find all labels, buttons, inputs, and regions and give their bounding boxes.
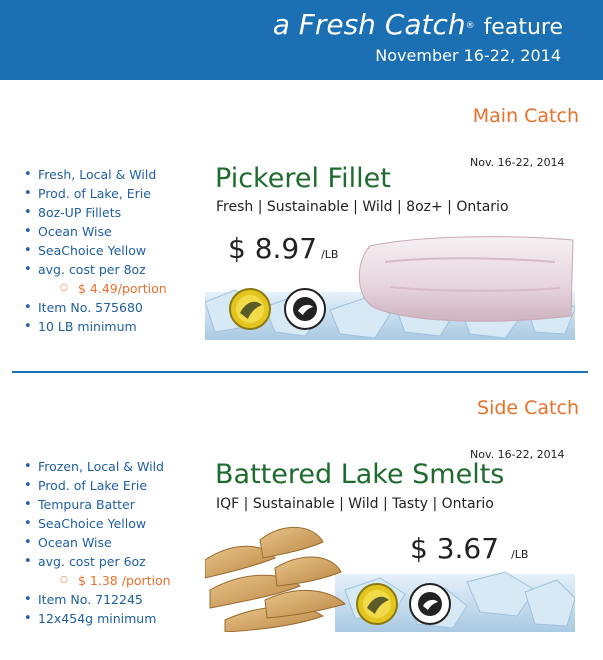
seachoice-logo (228, 287, 272, 331)
brand-title (273, 8, 563, 41)
spec-item: • SeaChoice Yellow (38, 241, 167, 260)
spec-item: • SeaChoice Yellow (38, 514, 171, 533)
side-catch-label: Side Catch (477, 397, 579, 419)
main-catch-title: Pickerel Fillet (215, 163, 391, 194)
registered-mark: ® (465, 21, 475, 31)
price-value: $ 3.67 (410, 532, 500, 565)
side-catch-date: Nov. 16-22, 2014 (470, 448, 565, 461)
spec-item: • avg. cost per 8oz (38, 260, 167, 279)
price-unit: /LB (511, 548, 529, 561)
spec-item: • Fresh, Local & Wild (38, 165, 167, 184)
feature-word: feature (483, 15, 563, 40)
side-catch-title: Battered Lake Smelts (215, 459, 505, 490)
ocean-wise-logo (283, 287, 327, 331)
spec-item: • Frozen, Local & Wild (38, 457, 171, 476)
header-date-range: November 16-22, 2014 (375, 46, 561, 65)
price-unit: /LB (321, 248, 339, 261)
ocean-wise-logo (408, 582, 452, 626)
spec-minimum: • 12x454g minimum (38, 609, 171, 628)
main-catch-price (228, 232, 338, 265)
main-catch-tags: Fresh | Sustainable | Wild | 8oz+ | Ontario (216, 199, 509, 215)
brand-name: a Fresh Catch (272, 8, 466, 41)
spec-item: • 8oz-UP Fillets (38, 203, 167, 222)
side-catch-specs (24, 457, 171, 628)
spec-item: • Tempura Batter (38, 495, 171, 514)
side-catch-tags: IQF | Sustainable | Wild | Tasty | Ontario (216, 496, 494, 512)
spec-item: • avg. cost per 6oz (38, 552, 171, 571)
spec-item: • Prod. of Lake Erie (38, 476, 171, 495)
spec-item: • Prod. of Lake, Erie (38, 184, 167, 203)
spec-portion-cost: ○ $ 4.49/portion (38, 279, 167, 298)
spec-item-number: • Item No. 575680 (38, 298, 167, 317)
header-banner (0, 0, 603, 80)
spec-portion-cost: ○ $ 1.38 /portion (38, 571, 171, 590)
spec-minimum: • 10 LB minimum (38, 317, 167, 336)
main-catch-label: Main Catch (472, 105, 579, 127)
spec-item: • Ocean Wise (38, 533, 171, 552)
main-catch-date: Nov. 16-22, 2014 (470, 156, 565, 169)
spec-item: • Ocean Wise (38, 222, 167, 241)
main-catch-specs (24, 165, 167, 336)
price-value: $ 8.97 (228, 232, 318, 265)
section-divider (12, 371, 588, 373)
seachoice-logo (355, 582, 399, 626)
spec-item-number: • Item No. 712245 (38, 590, 171, 609)
